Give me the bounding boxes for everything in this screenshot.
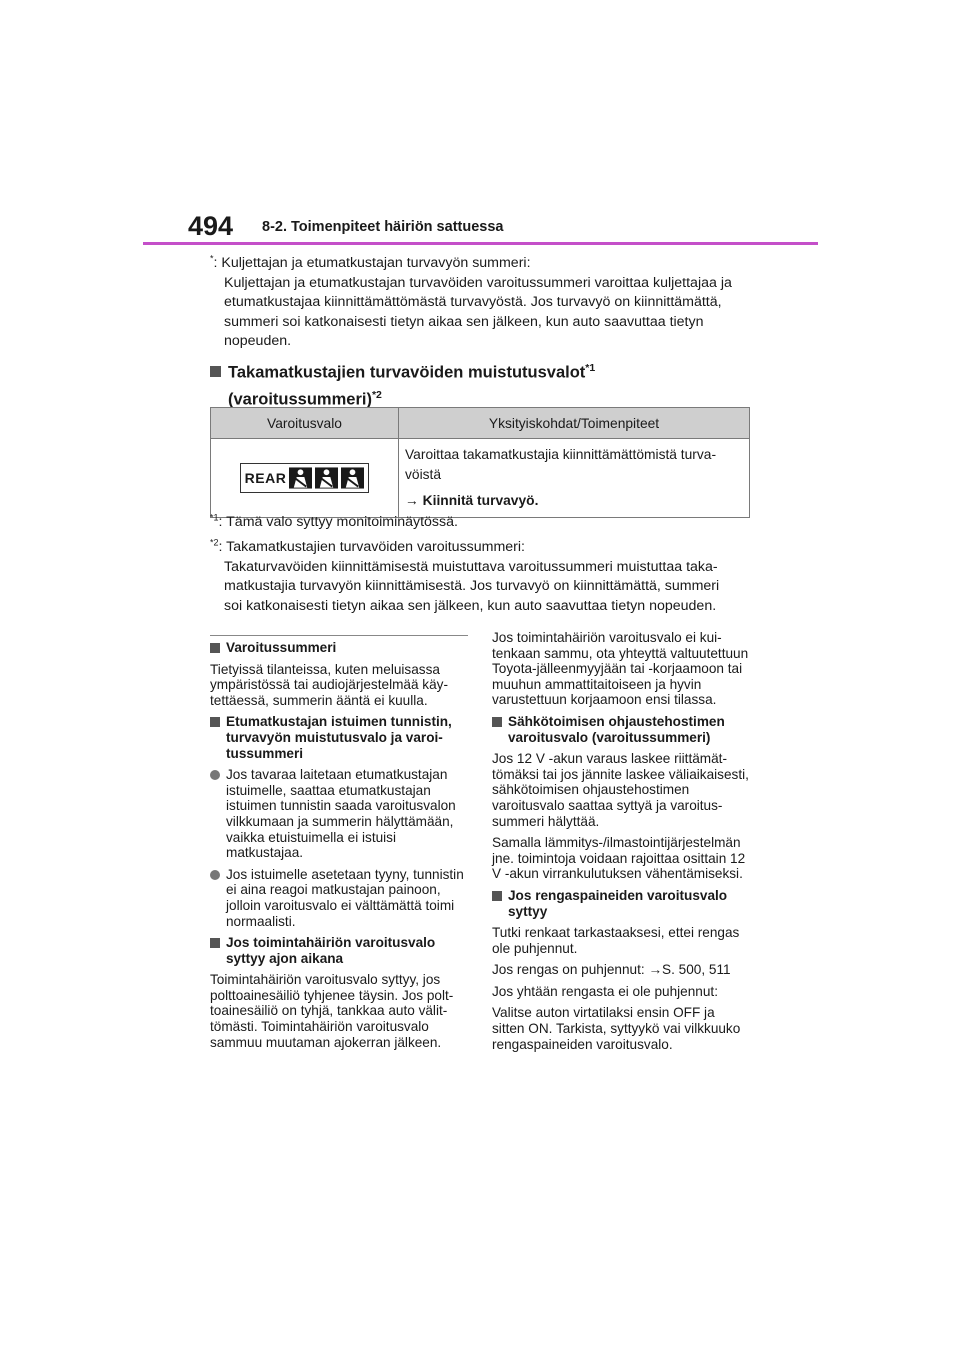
arrow-icon: →: [405, 493, 419, 508]
heading-square-marker: [210, 717, 220, 727]
rear-seatbelt-warning-icon: [240, 463, 370, 493]
heading-square-marker: [210, 366, 221, 377]
heading-line2: (varoitussummeri): [228, 390, 372, 408]
rear-icon-label: REAR: [244, 470, 287, 486]
footnote-line: etumatkustajaa kiinnittämättömästä turvavyöstä. Jos turvavyö on kiinnittämättä,: [224, 294, 722, 310]
icon-cell: [211, 439, 399, 518]
table-header-row: [211, 408, 750, 439]
note-marker: *2: [210, 537, 219, 548]
bullet-text: Jos istuimelle asetetaan tyyny, tunnistin ei aina reagoi matkustajan painoon, jolloin varoitusvalo ei välttämättä toimi normaalisti.: [226, 866, 464, 929]
page-reference: Jos rengas on puhjennut: →S. 500, 511: [492, 962, 731, 978]
table-header-cell: Varoitusvalo: [211, 408, 399, 439]
subheading: Varoitussummeri: [226, 640, 337, 655]
seatbelt-seat-icon: [341, 467, 364, 489]
footnote-title: : Kuljettajan ja etumatkustajan turvavyön summeri:: [213, 255, 531, 271]
heading-square-marker: [492, 717, 502, 727]
footnote-marker: *: [210, 253, 214, 264]
paragraph: Jos 12 V -akun varaus laskee riittämättömäksi tai jos jännite laskee väliaikaisesti, sähkötoimisen ohjaustehostimen varoitusvalo saattaa syttyä ja varoitussummeri hälyttää.: [492, 751, 749, 829]
left-column: [210, 640, 468, 1056]
description-cell: [399, 439, 750, 518]
paragraph: Samalla lämmitys-/ilmastointijärjestelmän jne. toimintoja voidaan rajoittaa osittain 12 V -akun virrankulutuksen vähentämiseksi.: [492, 835, 746, 882]
seatbelt-seat-icon: [315, 467, 338, 489]
bullet-dot: [210, 870, 220, 880]
footnote-line: nopeuden.: [224, 333, 292, 349]
heading-square-marker: [210, 938, 220, 948]
right-column: [492, 630, 750, 1058]
note-2: [210, 538, 770, 616]
subheading: Etumatkustajan istuimen tunnistin, turvavyön muistutusvalo ja varoitussummeri: [226, 714, 452, 761]
page-number: 494: [188, 211, 234, 241]
bullet-text: Jos tavaraa laitetaan etumatkustajan istuimelle, saattaa etumatkustajan istuimen tunnistin saada varoitusvalon vilkkumaan ja summerin hälyttämään, vaikka etuistuimella ei istuisi matkustajaa.: [226, 767, 456, 861]
paragraph: Valitse auton virtatilaksi ensin OFF ja sitten ON. Tarkista, syttyykö vai vilkkuuko rengaspaineiden varoitusvalo.: [492, 1005, 741, 1052]
subheading: Jos toimintahäiriön varoitusvalo syttyy ajon aikana: [226, 935, 436, 966]
subheading: Jos rengaspaineiden varoitusvalo syttyy: [508, 887, 728, 919]
description-line: Varoittaa takamatkustajia kiinnittämättömistä turva-: [405, 447, 717, 462]
column-divider: [210, 635, 468, 636]
footnote-line: summeri soi katkonaisesti tietyn aikaa sen jälkeen, kun auto saavuttaa tietyn: [224, 313, 704, 330]
warning-light-table: [210, 407, 750, 518]
heading-sup1: *1: [585, 362, 596, 374]
header-rule: [143, 242, 818, 245]
heading-square-marker: [210, 643, 220, 653]
section-title: 8-2. Toimenpiteet häiriön sattuessa: [262, 219, 504, 235]
heading-line1: Takamatkustajien turvavöiden muistutusvalot: [228, 363, 586, 382]
footnote-line: Kuljettajan ja etumatkustajan turvavöiden varoitussummeri varoittaa kuljettajaa ja: [224, 274, 732, 291]
note-marker: *1: [210, 512, 219, 523]
note-title: : Takamatkustajien turvavöiden varoitussummeri:: [218, 539, 525, 555]
paragraph: Toimintahäiriön varoitusvalo syttyy, jos polttoainesäiliö tyhjenee täysin. Jos polttoainesäiliö on tyhjä, tankkaa auto välittömästi. Toimintahäiriön varoitusvalo sammuu muutaman ajokerran jälkeen.: [210, 972, 454, 1050]
note-1: [210, 513, 770, 533]
paragraph: Tutki renkaat tarkastaaksesi, ettei rengas ole puhjennut.: [492, 925, 740, 956]
paragraph: Tietyissä tilanteissa, kuten meluisassa ympäristössä tai audiojärjestelmää käytettäessä, summerin ääntä ei kuulla.: [210, 661, 448, 708]
seatbelt-seat-icon: [289, 467, 312, 489]
paragraph: Jos toimintahäiriön varoitusvalo ei kuitenkaan sammu, ota yhteyttä valtuutettuun Toyota-jälleenmyyjään tai -korjaamoon tai muuhun ammattitaitoiseen ja hyvin varustettuun korjaamoon ensi tilassa.: [492, 630, 749, 708]
rear-reminder-heading: [210, 357, 595, 410]
heading-square-marker: [492, 891, 502, 901]
paragraph: Jos yhtään rengasta ei ole puhjennut:: [492, 983, 718, 999]
note-line: Takaturvavöiden kiinnittämisestä muistuttava varoitussummeri muistuttaa taka-: [224, 558, 718, 575]
note-text: : Tämä valo syttyy monitoiminäytössä.: [218, 514, 458, 530]
note-line: matkustajia turvavyön kiinnittämisestä. Jos turvavyö on kiinnittämättä, summeri: [224, 578, 720, 594]
table-header-cell: Yksityiskohdat/Toimenpiteet: [399, 408, 750, 439]
action-line: [405, 491, 743, 511]
note-line: soi katkonaisesti tietyn aikaa sen jälkeen, kun auto saavuttaa tietyn nopeuden.: [224, 597, 717, 614]
table-row: [211, 439, 750, 518]
footnote-seatbelt-buzzer: [210, 254, 770, 352]
action-text: Kiinnitä turvavyö.: [422, 493, 539, 508]
bullet-dot: [210, 770, 220, 780]
heading-sup2: *2: [371, 388, 382, 401]
description-line: vöistä: [405, 467, 442, 482]
subheading: Sähkötoimisen ohjaustehostimen varoitusvalo (varoitussummeri): [508, 713, 725, 745]
